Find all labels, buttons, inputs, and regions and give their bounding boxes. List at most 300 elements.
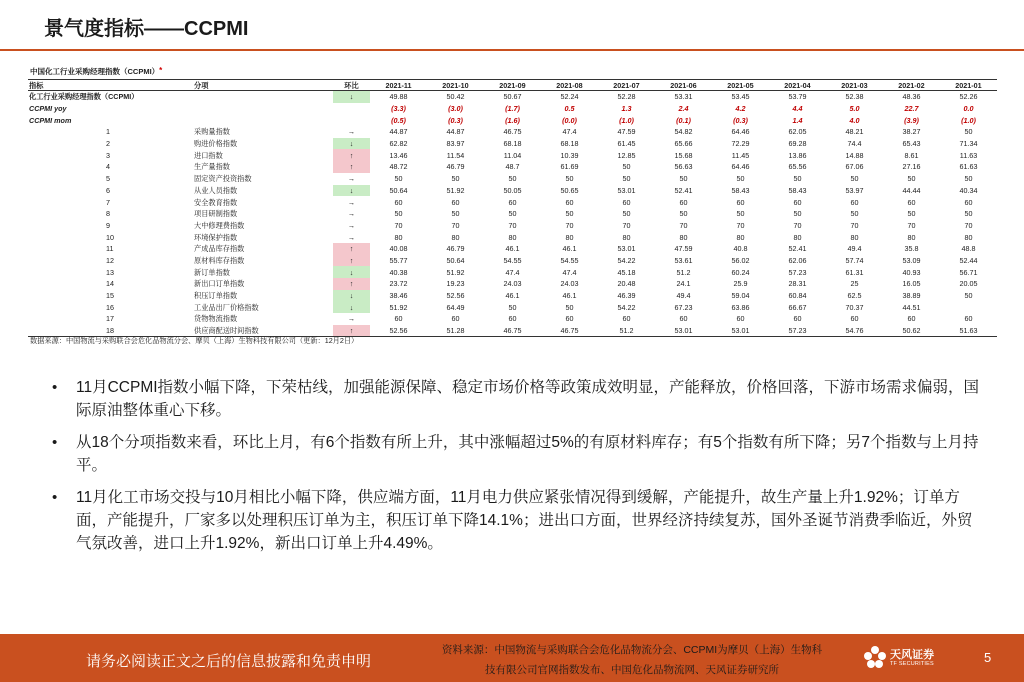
table-cell: 60 [793, 197, 802, 207]
table-cell: 0.5 [564, 104, 575, 114]
table-cell: 67.23 [674, 302, 693, 312]
trend-flat-icon: → [347, 127, 356, 137]
table-cell: 16.05 [902, 279, 921, 289]
row-subitem: 从业人员指数 [194, 185, 238, 195]
trend-up-icon: ↑ [333, 278, 370, 290]
table-cell: 80 [622, 232, 631, 242]
table-cell: 4.2 [735, 104, 746, 114]
table-row [28, 243, 997, 255]
row-indicator: 15 [106, 291, 114, 301]
table-cell: 65.66 [674, 139, 693, 149]
row-indicator: 17 [106, 314, 114, 324]
table-cell: 53.61 [674, 255, 693, 265]
table-cell: 20.05 [959, 279, 978, 289]
table-cell: 61.31 [845, 267, 864, 277]
table-cell: 28.31 [788, 279, 807, 289]
table-cell: 44.87 [446, 127, 465, 137]
table-cell: 53.45 [731, 92, 750, 102]
table-row [28, 301, 997, 313]
row-subitem [193, 91, 333, 103]
table-cell: 50 [508, 302, 517, 312]
table-cell: 54.22 [617, 255, 636, 265]
table-cell: 46.39 [617, 291, 636, 301]
table-cell: 60 [793, 314, 802, 324]
table-cell: 50.62 [883, 325, 940, 337]
table-cell: 40.34 [959, 185, 978, 195]
table-cell: 19.23 [446, 279, 465, 289]
table-cell: 38.27 [902, 127, 921, 137]
row-subitem [193, 103, 333, 115]
table-cell: 61.63 [959, 162, 978, 172]
table-cell: 50 [964, 127, 973, 137]
table-cell: (0.3) [448, 115, 463, 125]
table-cell: (3.3) [391, 104, 406, 114]
table-cell: 50 [907, 174, 916, 184]
table-cell: 22.7 [904, 104, 919, 114]
table-cell: 11.45 [731, 150, 750, 160]
table-cell: 70 [565, 220, 574, 230]
column-header: 2021-04 [769, 80, 826, 91]
page-number: 5 [984, 650, 992, 665]
commentary-bullet: • 11月化工市场交投与10月相比小幅下降，供应端方面，11月电力供应紧张情况得到缓解，产能提升，故生产量上升1.92%；订单方面，产能提升，厂家多以处理积压订单为主，积压订单下降14.1%；进出口方面，世界经济持续复苏，国外圣诞节消费季临近，外贸气氛改善，进口上升1.92%，新出口订单上升4.49%。 [52, 486, 982, 555]
table-row [28, 91, 997, 103]
table-cell: 80 [793, 232, 802, 242]
table-cell: 51.2 [598, 325, 655, 337]
row-indicator: 2 [106, 139, 110, 149]
table-cell: 50 [394, 209, 403, 219]
table-cell: 50 [508, 209, 517, 219]
commentary-list [52, 376, 982, 564]
table-cell: 50 [736, 209, 745, 219]
table-cell: (0.3) [733, 115, 748, 125]
table-cell: 53.31 [674, 92, 693, 102]
table-row [28, 149, 997, 161]
table-cell: 64.46 [731, 127, 750, 137]
row-indicator: 14 [106, 279, 114, 289]
trend-up-icon: ↑ [333, 255, 370, 267]
row-indicator: 11 [106, 244, 114, 254]
trend-flat-icon: → [347, 220, 356, 230]
table-caption-mark: * [159, 66, 163, 75]
table-cell: 50 [622, 174, 631, 184]
trend-down-icon: ↓ [333, 138, 370, 150]
table-cell: 25.9 [733, 279, 748, 289]
table-cell: 27.16 [902, 162, 921, 172]
table-cell: 1.3 [621, 104, 632, 114]
logo-english: TF SECURITIES [890, 661, 934, 667]
footer-bar [0, 634, 1024, 682]
table-cell: 52.56 [446, 291, 465, 301]
table-cell: 50 [622, 162, 631, 172]
table-cell: 8.61 [904, 150, 919, 160]
table-row [28, 185, 997, 197]
row-subitem: 安全教育指数 [194, 197, 238, 207]
column-header: 分项 [193, 80, 333, 91]
row-subitem: 新出口订单指数 [194, 279, 245, 289]
table-cell: 35.8 [904, 244, 919, 254]
table-row [28, 103, 997, 115]
table-cell: 70 [964, 220, 973, 230]
row-subitem [193, 114, 333, 126]
table-cell: 80 [451, 232, 460, 242]
table-cell: 65.56 [788, 162, 807, 172]
table-cell: 60 [964, 314, 973, 324]
table-cell: 11.54 [446, 150, 465, 160]
table-cell: (3.9) [904, 115, 919, 125]
table-cell: 48.72 [389, 162, 408, 172]
table-cell: 62.06 [788, 255, 807, 265]
table-cell: 60.24 [731, 267, 750, 277]
table-cell: 60 [850, 314, 859, 324]
row-subitem: 生产量指数 [194, 162, 230, 172]
table-cell: 53.01 [617, 244, 636, 254]
table-cell: (1.0) [619, 115, 634, 125]
table-cell: 50 [736, 174, 745, 184]
table-cell: 46.1 [505, 244, 520, 254]
row-indicator: 7 [106, 197, 110, 207]
row-subitem: 进口指数 [194, 150, 223, 160]
column-header: 2021-08 [541, 80, 598, 91]
table-cell: 54.76 [826, 325, 883, 337]
table-cell: 46.75 [541, 325, 598, 337]
table-cell: 48.7 [505, 162, 520, 172]
row-indicator: 6 [106, 185, 110, 195]
column-header: 2021-05 [712, 80, 769, 91]
column-header: 2021-10 [427, 80, 484, 91]
table-cell: 55.77 [389, 255, 408, 265]
trend-down-icon: ↓ [333, 91, 370, 103]
table-cell: 64.46 [731, 162, 750, 172]
table-cell: 47.59 [674, 244, 693, 254]
table-cell: 70 [508, 220, 517, 230]
row-indicator: CCPMI mom [29, 115, 72, 125]
table-cell: 51.92 [446, 267, 465, 277]
trend-up-icon: ↑ [333, 161, 370, 173]
table-cell: 38.46 [389, 291, 408, 301]
table-cell: (1.7) [505, 104, 520, 114]
row-indicator: 13 [106, 267, 114, 277]
footer-source [408, 640, 856, 680]
table-cell: 59.04 [731, 291, 750, 301]
table-cell: 60 [565, 314, 574, 324]
table-cell: 11.04 [503, 150, 522, 160]
table-cell: 57.74 [845, 255, 864, 265]
table-cell: 50 [679, 174, 688, 184]
table-cell: 80 [565, 232, 574, 242]
table-cell: 47.4 [562, 267, 577, 277]
table-cell: 46.1 [562, 291, 577, 301]
table-cell: 50 [565, 302, 574, 312]
table-cell: 50 [964, 209, 973, 219]
table-cell: 44.44 [902, 185, 921, 195]
row-subitem: 项目研制指数 [194, 209, 238, 219]
table-row [28, 196, 997, 208]
table-cell: 53.01 [712, 325, 769, 337]
row-indicator: 3 [106, 150, 110, 160]
trend-down-icon: ↓ [333, 185, 370, 197]
table-cell: 60 [679, 314, 688, 324]
table-cell: 63.86 [731, 302, 750, 312]
table-cell: 51.63 [940, 325, 997, 337]
table-cell: 40.8 [733, 244, 748, 254]
table-cell: 70 [907, 220, 916, 230]
table-cell: 11.63 [959, 150, 978, 160]
table-cell: 60 [622, 314, 631, 324]
column-header: 2021-01 [940, 80, 997, 91]
table-cell: 46.1 [562, 244, 577, 254]
trend-down-icon: ↓ [333, 301, 370, 313]
row-indicator: 5 [106, 174, 110, 184]
table-cell: 51.92 [446, 185, 465, 195]
table-cell: 51.28 [427, 325, 484, 337]
table-cell: 80 [736, 232, 745, 242]
table-cell: 53.79 [788, 92, 807, 102]
table-cell: 83.97 [446, 139, 465, 149]
table-cell: 68.18 [560, 139, 579, 149]
row-subitem: 固定资产投资指数 [194, 174, 252, 184]
table-cell: 70 [622, 220, 631, 230]
table-cell: 60 [850, 197, 859, 207]
table-cell: 80 [508, 232, 517, 242]
table-row [28, 255, 997, 267]
table-cell: 50.05 [503, 185, 522, 195]
row-subitem: 新订单指数 [194, 267, 230, 277]
row-indicator: 16 [106, 302, 114, 312]
logo-name: 天风证券 [890, 649, 934, 661]
table-cell: 53.01 [617, 185, 636, 195]
table-cell: 70 [679, 220, 688, 230]
table-cell: 1.4 [792, 115, 803, 125]
table-row [28, 290, 997, 302]
trend-flat-icon: → [347, 209, 356, 219]
table-cell: (1.0) [961, 115, 976, 125]
table-header-row [28, 80, 997, 91]
company-logo [862, 644, 942, 674]
table-cell: 52.28 [617, 92, 636, 102]
table-cell: 69.28 [788, 139, 807, 149]
table-cell: 80 [679, 232, 688, 242]
table-cell: 50 [451, 174, 460, 184]
table-cell: 60 [622, 197, 631, 207]
table-cell: 44.51 [902, 302, 921, 312]
table-cell: 0.0 [963, 104, 974, 114]
table-cell: (1.6) [505, 115, 520, 125]
table-cell: 47.4 [562, 127, 577, 137]
table-cell: 74.4 [847, 139, 862, 149]
table-cell: 45.18 [617, 267, 636, 277]
trend-flat-icon [333, 114, 370, 126]
table-cell: 60 [394, 314, 403, 324]
table-cell: 50.65 [560, 185, 579, 195]
table-cell: 52.26 [959, 92, 978, 102]
table-cell: 50 [907, 209, 916, 219]
table-cell: 60.84 [788, 291, 807, 301]
table-cell: 49.88 [389, 92, 408, 102]
table-cell: 48.36 [902, 92, 921, 102]
table-cell: 50.64 [389, 185, 408, 195]
column-header: 环比 [333, 80, 370, 91]
table-cell: 60 [451, 314, 460, 324]
table-cell: 80 [907, 232, 916, 242]
table-cell: 49.4 [847, 244, 862, 254]
table-cell: 70.37 [845, 302, 864, 312]
row-subitem: 产成品库存指数 [194, 244, 245, 254]
table-cell: 10.39 [560, 150, 579, 160]
table-cell: 60 [451, 197, 460, 207]
table-row [28, 313, 997, 325]
ccpmi-table [28, 79, 997, 337]
table-cell: 4.0 [849, 115, 860, 125]
trend-flat-icon: → [347, 197, 356, 207]
table-cell: 50 [622, 209, 631, 219]
table-cell: 60 [565, 197, 574, 207]
table-caption-text: 中国化工行业采购经理指数（CCPMI） [30, 67, 160, 76]
row-indicator: 1 [106, 127, 110, 137]
table-cell: 53.01 [655, 325, 712, 337]
table-cell: 38.89 [902, 291, 921, 301]
table-cell: 68.18 [503, 139, 522, 149]
table-cell: 70 [451, 220, 460, 230]
table-cell: 70 [394, 220, 403, 230]
table-cell: 70 [850, 220, 859, 230]
table-cell: 60 [907, 197, 916, 207]
table-cell: 65.43 [902, 139, 921, 149]
table-cell: 54.55 [560, 255, 579, 265]
table-cell: 50 [679, 209, 688, 219]
table-cell: 40.93 [902, 267, 921, 277]
table-cell: 24.1 [676, 279, 691, 289]
column-header: 2021-07 [598, 80, 655, 91]
table-cell: 25 [850, 279, 859, 289]
table-cell: 60 [736, 197, 745, 207]
table-cell: 61.69 [560, 162, 579, 172]
table-cell: 56.63 [674, 162, 693, 172]
row-indicator: 4 [106, 162, 110, 172]
table-cell: 13.46 [389, 150, 408, 160]
table-cell: 71.34 [959, 139, 978, 149]
table-cell: 44.87 [389, 127, 408, 137]
table-cell: (3.0) [448, 104, 463, 114]
row-subitem: 采购量指数 [194, 127, 230, 137]
page-title: 景气度指标——CCPMI [44, 18, 249, 40]
table-cell: 50 [565, 209, 574, 219]
table-cell: 50 [793, 174, 802, 184]
table-caption [30, 66, 162, 77]
table-cell: 48.21 [845, 127, 864, 137]
table-cell: 60 [964, 197, 973, 207]
table-cell: 46.1 [505, 291, 520, 301]
column-header: 2021-03 [826, 80, 883, 91]
table-body [28, 91, 997, 337]
trend-up-icon: ↑ [333, 149, 370, 161]
table-row [28, 161, 997, 173]
row-subitem: 环境保护指数 [194, 232, 238, 242]
row-subitem: 购进价格指数 [194, 139, 238, 149]
table-cell: 20.48 [617, 279, 636, 289]
trend-flat-icon [333, 103, 370, 115]
table-cell: 50.67 [503, 92, 522, 102]
footer-source-line: 资料来源：中国物流与采购联合会危化品物流分会、CCPMI为摩贝（上海）生物科 [441, 644, 823, 656]
table-cell: 50 [850, 209, 859, 219]
row-indicator: 8 [106, 209, 110, 219]
title-divider [0, 49, 1024, 51]
table-source: 数据来源：中国物流与采购联合会危化品物流分会、摩贝（上海）生物科技有限公司（更新：12月2日） [30, 336, 359, 345]
column-header: 指标 [28, 80, 193, 91]
commentary-bullet: • 从18个分项指数来看，环比上月，有6个指数有所上升，其中涨幅超过5%的有原材料库存；有5个指数有所下降；另7个指数与上月持平。 [52, 431, 982, 477]
table-cell: 67.06 [845, 162, 864, 172]
table-cell: 47.4 [505, 267, 520, 277]
table-row [28, 220, 997, 232]
table-cell: 46.75 [503, 127, 522, 137]
table-cell: 60 [679, 197, 688, 207]
trend-flat-icon: → [347, 314, 356, 324]
table-cell [940, 301, 997, 313]
table-cell: 52.38 [845, 92, 864, 102]
table-cell: 54.82 [674, 127, 693, 137]
table-cell: 48.8 [961, 244, 976, 254]
table-cell: 12.85 [617, 150, 636, 160]
table-cell: 15.68 [674, 150, 693, 160]
table-cell: 40.38 [389, 267, 408, 277]
table-row [28, 114, 997, 126]
table-cell: 50 [451, 209, 460, 219]
table-cell: 47.59 [617, 127, 636, 137]
table-cell: 24.03 [560, 279, 579, 289]
table-cell: 46.79 [446, 244, 465, 254]
table-cell: 50 [508, 174, 517, 184]
table-cell: 40.08 [389, 244, 408, 254]
trend-flat-icon: → [347, 174, 356, 184]
table-cell: 64.49 [446, 302, 465, 312]
table-cell: 46.79 [446, 162, 465, 172]
table-cell: 62.5 [847, 291, 862, 301]
table-cell: 52.41 [674, 185, 693, 195]
table-cell: 51.2 [676, 267, 691, 277]
table-row [28, 208, 997, 220]
table-cell: 23.72 [389, 279, 408, 289]
row-subitem: 供应商配送时间指数 [193, 325, 333, 337]
table-row [28, 278, 997, 290]
table-row [28, 266, 997, 278]
table-cell: 50 [394, 174, 403, 184]
row-indicator: 12 [106, 255, 114, 265]
table-cell: 14.88 [845, 150, 864, 160]
table-cell: 61.45 [617, 139, 636, 149]
table-cell: 60 [394, 197, 403, 207]
table-cell: 62.05 [788, 127, 807, 137]
table-cell: 62.82 [389, 139, 408, 149]
trend-down-icon: ↓ [333, 290, 370, 302]
table-cell: 51.92 [389, 302, 408, 312]
table-cell: 2.4 [678, 104, 689, 114]
table-cell: 60 [736, 314, 745, 324]
row-subitem: 积压订单指数 [194, 291, 238, 301]
table-cell: 53.09 [902, 255, 921, 265]
table-cell: 70 [736, 220, 745, 230]
table-row [28, 173, 997, 185]
table-cell: 72.29 [731, 139, 750, 149]
row-indicator: 10 [106, 232, 114, 242]
table-cell: 50 [850, 174, 859, 184]
table-cell: 66.67 [788, 302, 807, 312]
row-indicator: 9 [106, 220, 110, 230]
table-cell: 60 [508, 314, 517, 324]
table-cell: 58.43 [731, 185, 750, 195]
column-header: 2021-02 [883, 80, 940, 91]
column-header: 2021-06 [655, 80, 712, 91]
table-cell: 57.23 [788, 267, 807, 277]
row-indicator: 化工行业采购经理指数（CCPMI） [29, 92, 139, 102]
